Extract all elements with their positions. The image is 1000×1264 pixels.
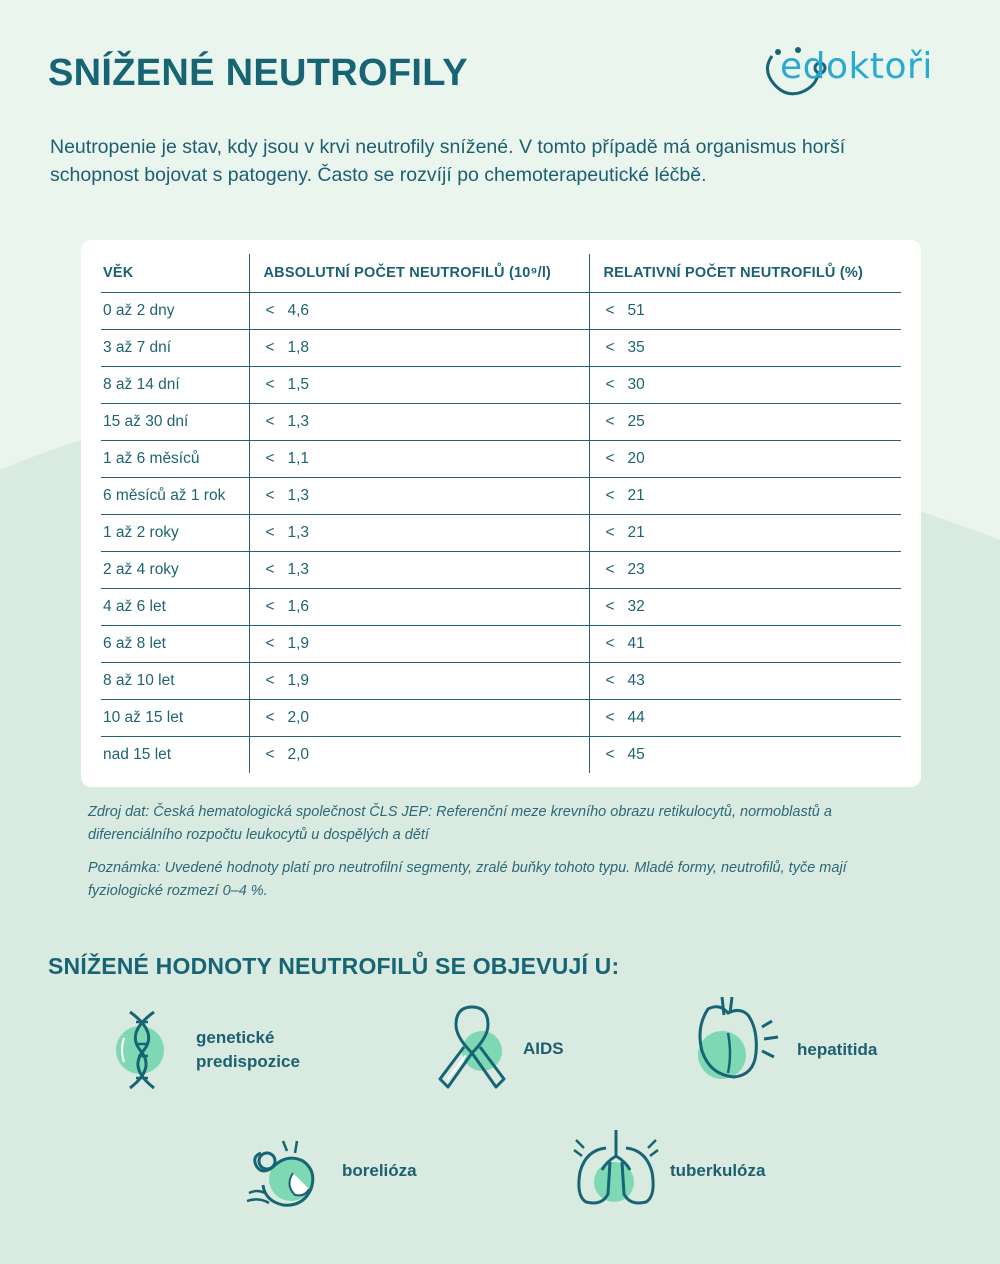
cell-relative xyxy=(589,699,901,736)
less-than-sign: < xyxy=(265,338,275,356)
table-row xyxy=(101,699,901,736)
cell-relative xyxy=(589,736,901,773)
header-absolute: ABSOLUTNÍ POČET NEUTROFILŮ (10⁹/l) xyxy=(249,254,589,292)
absolute-value: 2,0 xyxy=(287,708,310,726)
less-than-sign: < xyxy=(605,745,615,763)
absolute-value: 1,9 xyxy=(287,634,310,652)
tick-icon xyxy=(243,1137,327,1215)
less-than-sign: < xyxy=(605,523,615,541)
cell-relative xyxy=(589,366,901,403)
relative-value: 21 xyxy=(627,486,645,504)
table-row xyxy=(101,403,901,440)
condition-label-line1: genetické xyxy=(196,1028,275,1047)
less-than-sign: < xyxy=(605,708,615,726)
table-row xyxy=(101,662,901,699)
cell-age: 6 měsíců až 1 rok xyxy=(101,477,249,514)
cell-relative xyxy=(589,662,901,699)
less-than-sign: < xyxy=(605,375,615,393)
condition-label-tuberculosis: tuberkulóza xyxy=(670,1161,766,1180)
absolute-value: 1,3 xyxy=(287,486,310,504)
less-than-sign: < xyxy=(265,412,275,430)
relative-value: 23 xyxy=(627,560,645,578)
table-row xyxy=(101,329,901,366)
relative-value: 51 xyxy=(627,301,645,319)
intro-text: Neutropenie je stav, kdy jsou v krvi neutrofily snížené. V tomto případě má organismus horší schopnost bojovat s patogeny. Často se rozvíjí po chemoterapeutické léčbě. xyxy=(50,136,846,186)
less-than-sign: < xyxy=(605,597,615,615)
less-than-sign: < xyxy=(265,375,275,393)
absolute-value: 1,8 xyxy=(287,338,310,356)
cell-age: 2 až 4 roky xyxy=(101,551,249,588)
absolute-value: 4,6 xyxy=(287,301,310,319)
cell-relative xyxy=(589,329,901,366)
cell-absolute xyxy=(249,551,589,588)
table-row xyxy=(101,440,901,477)
cell-relative xyxy=(589,440,901,477)
less-than-sign: < xyxy=(265,301,275,319)
cell-absolute xyxy=(249,514,589,551)
relative-value: 30 xyxy=(627,375,645,393)
cell-age: 3 až 7 dní xyxy=(101,329,249,366)
less-than-sign: < xyxy=(605,301,615,319)
neutrophil-table xyxy=(101,254,901,773)
cell-absolute xyxy=(249,625,589,662)
cell-age: 4 až 6 let xyxy=(101,588,249,625)
cell-age: nad 15 let xyxy=(103,745,172,763)
cell-absolute xyxy=(249,440,589,477)
table-row xyxy=(101,477,901,514)
condition-genetic xyxy=(108,1008,368,1098)
less-than-sign: < xyxy=(265,745,275,763)
absolute-value: 1,6 xyxy=(287,597,310,615)
less-than-sign: < xyxy=(605,338,615,356)
less-than-sign: < xyxy=(265,449,275,467)
less-than-sign: < xyxy=(265,671,275,689)
section-title: SNÍŽENÉ HODNOTY NEUTROFILŮ SE OBJEVUJÍ U: xyxy=(48,953,620,979)
table-row xyxy=(101,366,901,403)
cell-relative xyxy=(589,625,901,662)
cell-absolute xyxy=(249,588,589,625)
less-than-sign: < xyxy=(265,708,275,726)
less-than-sign: < xyxy=(265,486,275,504)
relative-value: 45 xyxy=(627,745,645,763)
remark-note: Poznámka: Uvedené hodnoty platí pro neutrofilní segmenty, zralé buňky tohoto typu. Mladé formy, neutrofilů, tyče mají fyziologické rozmezí 0–4 %. xyxy=(88,860,847,899)
table-row xyxy=(101,625,901,662)
cell-relative xyxy=(589,588,901,625)
condition-borreliosis xyxy=(243,1137,463,1217)
cell-absolute xyxy=(249,699,589,736)
absolute-value: 1,5 xyxy=(287,375,310,393)
relative-value: 41 xyxy=(627,634,645,652)
cell-age: 0 až 2 dny xyxy=(101,292,249,329)
less-than-sign: < xyxy=(265,523,275,541)
relative-value: 21 xyxy=(627,523,645,541)
less-than-sign: < xyxy=(605,449,615,467)
source-note: Zdroj dat: Česká hematologická společnost ČLS JEP: Referenční meze krevního obrazu retikulocytů, normoblastů a diferenciálního rozpočtu leukocytů u dospělých a dětí xyxy=(88,804,832,843)
edoktori-logo xyxy=(758,40,958,104)
cell-absolute xyxy=(249,292,589,329)
relative-value: 25 xyxy=(627,412,645,430)
less-than-sign: < xyxy=(265,634,275,652)
less-than-sign: < xyxy=(605,634,615,652)
condition-label-hepatitis: hepatitida xyxy=(797,1040,878,1059)
less-than-sign: < xyxy=(605,671,615,689)
cell-absolute xyxy=(249,477,589,514)
page-title: SNÍŽENÉ NEUTROFILY xyxy=(48,52,468,94)
less-than-sign: < xyxy=(605,412,615,430)
absolute-value: 2,0 xyxy=(287,745,310,763)
cell-absolute xyxy=(249,329,589,366)
notes xyxy=(88,801,908,913)
condition-tuberculosis xyxy=(572,1126,812,1208)
table-row xyxy=(101,736,901,773)
relative-value: 32 xyxy=(627,597,645,615)
cell-age: 1 až 6 měsíců xyxy=(101,440,249,477)
condition-label-line2: predispozice xyxy=(196,1052,300,1071)
cell-age: 8 až 10 let xyxy=(101,662,249,699)
condition-label-borreliosis: borelióza xyxy=(342,1161,417,1180)
ribbon-icon xyxy=(436,1003,508,1091)
cell-absolute xyxy=(249,403,589,440)
condition-hepatitis xyxy=(692,993,912,1088)
cell-age: 15 až 30 dní xyxy=(101,403,249,440)
absolute-value: 1,9 xyxy=(287,671,310,689)
relative-value: 35 xyxy=(627,338,645,356)
header-relative: RELATIVNÍ POČET NEUTROFILŮ (%) xyxy=(589,254,901,292)
less-than-sign: < xyxy=(605,486,615,504)
cell-age: 10 až 15 let xyxy=(101,699,249,736)
table-row xyxy=(101,588,901,625)
absolute-value: 1,3 xyxy=(287,560,310,578)
condition-aids xyxy=(436,1003,636,1093)
cell-absolute xyxy=(249,662,589,699)
relative-value: 44 xyxy=(627,708,645,726)
lungs-icon xyxy=(572,1126,660,1208)
cell-relative xyxy=(589,292,901,329)
table-row xyxy=(101,551,901,588)
cell-age: 8 až 14 dní xyxy=(101,366,249,403)
cell-absolute xyxy=(249,736,589,773)
table-row xyxy=(101,292,901,329)
absolute-value: 1,3 xyxy=(287,412,310,430)
cell-relative xyxy=(589,477,901,514)
table-header-row xyxy=(101,254,901,292)
relative-value: 20 xyxy=(627,449,645,467)
cell-relative xyxy=(589,551,901,588)
cell-age: 6 až 8 let xyxy=(101,625,249,662)
logo-text: edoktoři xyxy=(780,46,933,87)
absolute-value: 1,3 xyxy=(287,523,310,541)
cell-absolute xyxy=(249,366,589,403)
liver-icon xyxy=(692,993,782,1085)
neutrophil-table-card xyxy=(81,240,921,787)
dna-icon xyxy=(108,1008,178,1092)
relative-value: 43 xyxy=(627,671,645,689)
less-than-sign: < xyxy=(605,560,615,578)
less-than-sign: < xyxy=(265,560,275,578)
condition-label-aids: AIDS xyxy=(523,1039,564,1058)
cell-relative xyxy=(589,514,901,551)
header-age: VĚK xyxy=(101,254,249,292)
table-row xyxy=(101,514,901,551)
less-than-sign: < xyxy=(265,597,275,615)
absolute-value: 1,1 xyxy=(287,449,310,467)
cell-relative xyxy=(589,403,901,440)
condition-label-genetic xyxy=(196,1026,300,1074)
cell-age: 1 až 2 roky xyxy=(101,514,249,551)
